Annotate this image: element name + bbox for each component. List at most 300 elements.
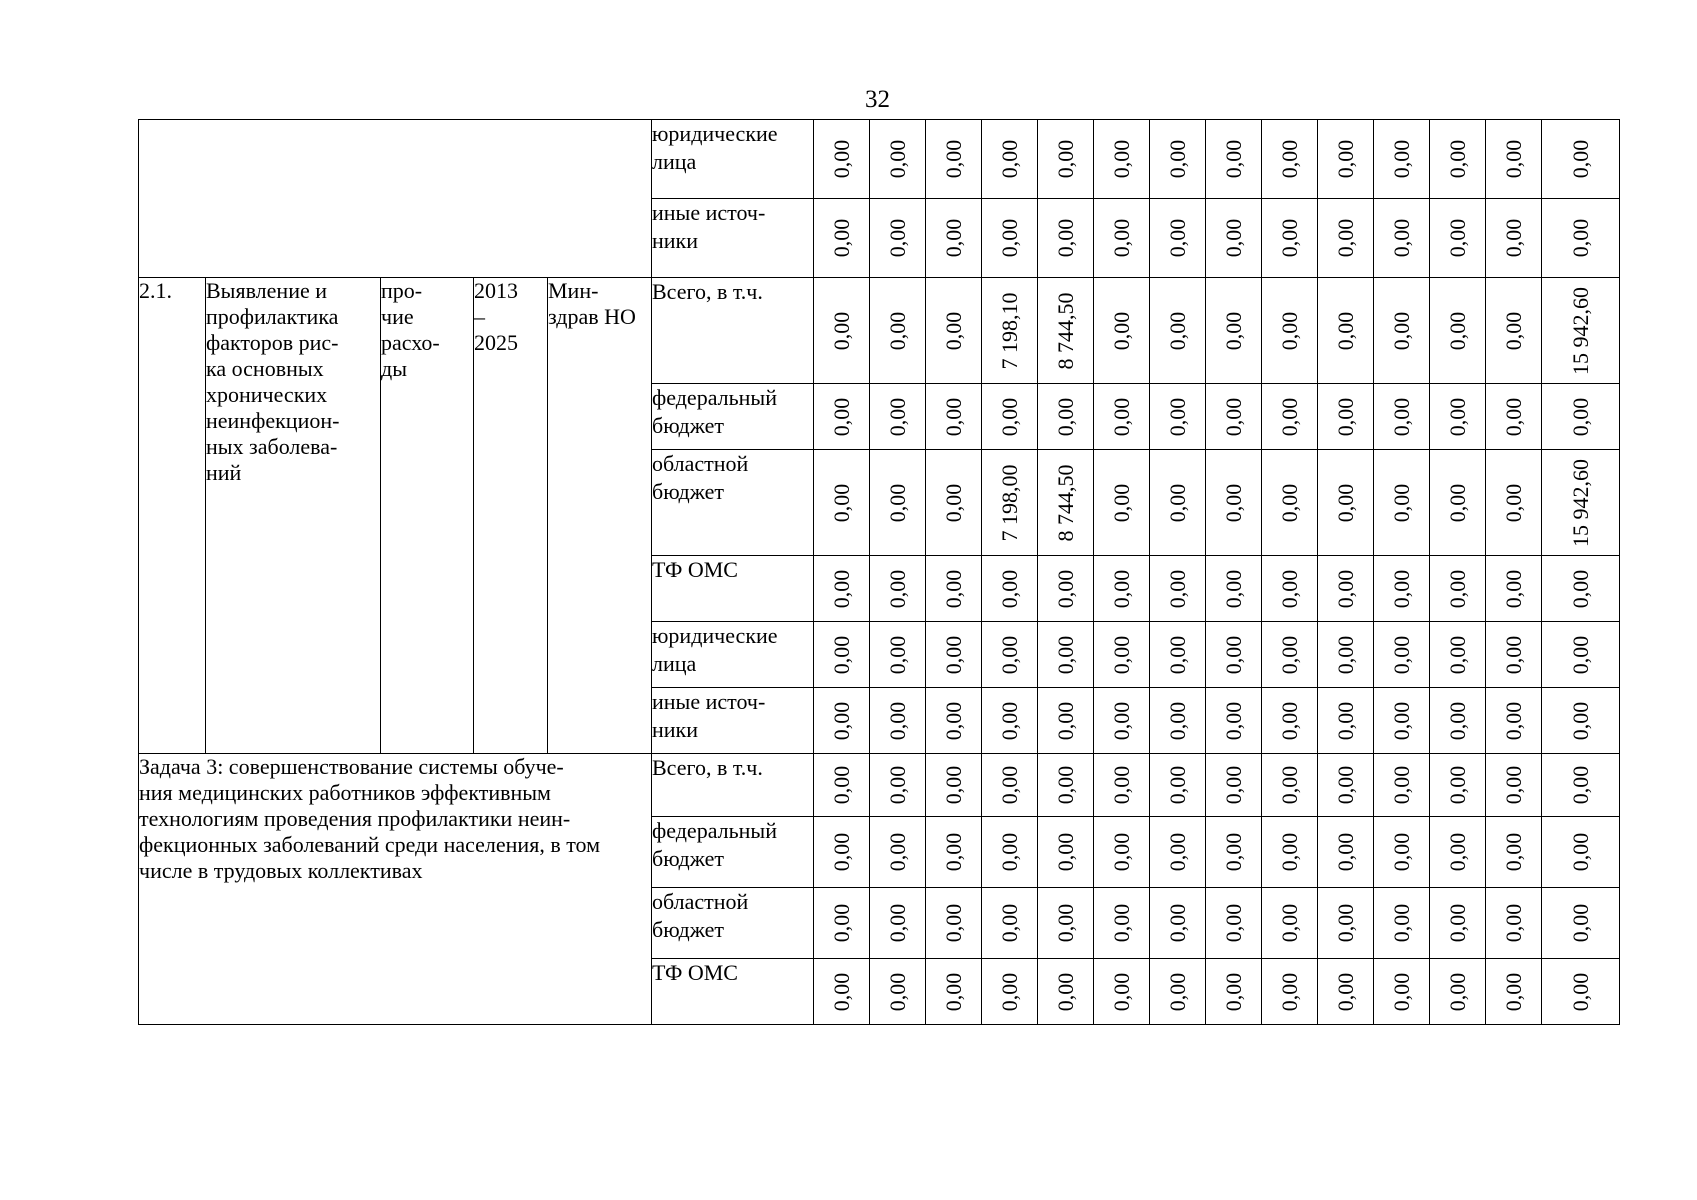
value-text: 0,00 [1164, 972, 1190, 1011]
value-text: 0,00 [1388, 832, 1414, 872]
value-cell [1150, 888, 1206, 959]
value-text: 0,00 [1276, 701, 1302, 740]
value-text: 0,00 [1164, 218, 1190, 258]
value-text: 0,00 [1444, 397, 1470, 436]
value-text: 0,00 [1108, 765, 1134, 805]
value-text: 0,00 [1332, 903, 1358, 943]
expense-type-cell-text: про- чие расхо- ды [381, 278, 440, 381]
period-cell [474, 278, 548, 754]
value-cell [1262, 120, 1318, 199]
value-text: 0,00 [940, 483, 966, 522]
value-text: 0,00 [996, 903, 1022, 943]
value-text: 0,00 [1276, 139, 1302, 179]
value-cell [1542, 450, 1620, 556]
value-text: 0,00 [1276, 569, 1302, 608]
value-text: 0,00 [1567, 972, 1593, 1011]
value-text: 0,00 [1108, 635, 1134, 674]
value-text: 0,00 [1500, 765, 1526, 805]
task-title-cell [139, 754, 652, 1025]
value-cell [982, 199, 1038, 278]
value-text: 0,00 [1388, 569, 1414, 608]
page-number: 32 [865, 86, 890, 113]
value-cell [1542, 556, 1620, 622]
value-cell [1374, 556, 1430, 622]
value-text: 0,00 [884, 569, 910, 608]
value-text: 0,00 [1444, 972, 1470, 1011]
value-text: 0,00 [1388, 483, 1414, 522]
source-cell-text: Всего, в т.ч. [652, 279, 763, 304]
value-cell [1430, 384, 1486, 450]
value-text: 0,00 [1500, 832, 1526, 872]
item-number-cell-text: 2.1. [139, 278, 172, 303]
value-text: 0,00 [828, 569, 854, 608]
value-cell [1430, 817, 1486, 888]
value-text: 0,00 [1220, 139, 1246, 179]
value-text: 0,00 [828, 972, 854, 1011]
source-cell-text: юридические лица [652, 121, 778, 174]
value-text: 0,00 [1276, 972, 1302, 1011]
value-text: 0,00 [1108, 903, 1134, 943]
value-text: 8 744,50 [1052, 464, 1078, 541]
value-text: 0,00 [1388, 765, 1414, 805]
source-cell [652, 120, 814, 199]
value-cell [982, 817, 1038, 888]
value-cell [1430, 199, 1486, 278]
value-cell [870, 622, 926, 688]
value-cell [1038, 450, 1094, 556]
value-cell [1430, 688, 1486, 754]
value-text: 0,00 [1388, 311, 1414, 350]
value-cell [1150, 199, 1206, 278]
value-text: 0,00 [1220, 701, 1246, 740]
value-text: 0,00 [1500, 139, 1526, 179]
value-cell [1430, 959, 1486, 1025]
value-cell [926, 817, 982, 888]
value-cell [926, 120, 982, 199]
value-text: 0,00 [884, 972, 910, 1011]
value-cell [870, 384, 926, 450]
value-text: 0,00 [1108, 701, 1134, 740]
value-cell [870, 959, 926, 1025]
value-cell [1374, 622, 1430, 688]
value-cell [1542, 754, 1620, 817]
table-row [139, 754, 1620, 817]
value-cell [926, 754, 982, 817]
value-text: 0,00 [884, 218, 910, 258]
value-cell [926, 888, 982, 959]
value-text: 0,00 [884, 483, 910, 522]
value-cell [1206, 556, 1262, 622]
value-text: 0,00 [940, 218, 966, 258]
value-text: 0,00 [1500, 635, 1526, 674]
value-cell [814, 959, 870, 1025]
value-text: 0,00 [1164, 832, 1190, 872]
value-cell [870, 754, 926, 817]
value-text: 0,00 [1220, 397, 1246, 436]
value-cell [1150, 556, 1206, 622]
value-cell [1262, 959, 1318, 1025]
value-text: 0,00 [1500, 397, 1526, 436]
value-cell [1318, 199, 1374, 278]
value-text: 0,00 [996, 765, 1022, 805]
value-cell [1262, 688, 1318, 754]
value-cell [1430, 888, 1486, 959]
value-cell [1374, 688, 1430, 754]
item-name-cell-text: Выявление и профилактика факторов рис- ка основных хронических неинфекцион- ных заболева- ний [206, 278, 340, 485]
value-text: 0,00 [1276, 397, 1302, 436]
value-text: 15 942,60 [1567, 458, 1593, 547]
value-cell [1262, 817, 1318, 888]
value-text: 0,00 [940, 635, 966, 674]
value-cell [1094, 556, 1150, 622]
value-cell [814, 278, 870, 384]
value-cell [926, 622, 982, 688]
value-text: 0,00 [1567, 569, 1593, 608]
value-text: 0,00 [1388, 139, 1414, 179]
executor-cell [548, 278, 652, 754]
value-text: 0,00 [828, 765, 854, 805]
value-cell [1206, 278, 1262, 384]
value-cell [1038, 199, 1094, 278]
value-cell [926, 278, 982, 384]
period-cell-text: 2013 – 2025 [474, 278, 518, 355]
value-cell [1038, 384, 1094, 450]
value-text: 0,00 [1052, 903, 1078, 943]
value-text: 0,00 [1052, 569, 1078, 608]
value-text: 0,00 [1444, 635, 1470, 674]
source-cell-text: федеральный бюджет [652, 385, 777, 438]
value-cell [1150, 622, 1206, 688]
value-text: 0,00 [1500, 701, 1526, 740]
value-text: 0,00 [1332, 569, 1358, 608]
value-text: 0,00 [1332, 483, 1358, 522]
source-cell-text: юридические лица [652, 623, 778, 676]
source-cell [652, 754, 814, 817]
value-text: 0,00 [996, 635, 1022, 674]
value-cell [1486, 450, 1542, 556]
source-cell [652, 817, 814, 888]
value-cell [1318, 556, 1374, 622]
value-text: 0,00 [1444, 765, 1470, 805]
value-text: 0,00 [1276, 765, 1302, 805]
value-text: 0,00 [1164, 397, 1190, 436]
value-cell [1206, 817, 1262, 888]
value-text: 0,00 [1108, 139, 1134, 179]
value-cell [1150, 120, 1206, 199]
value-cell [1038, 688, 1094, 754]
value-cell [1318, 278, 1374, 384]
value-text: 0,00 [1500, 311, 1526, 350]
value-text: 0,00 [1332, 218, 1358, 258]
value-text: 0,00 [940, 972, 966, 1011]
value-text: 0,00 [1276, 832, 1302, 872]
value-cell [1542, 199, 1620, 278]
value-cell [1374, 817, 1430, 888]
value-text: 0,00 [1276, 483, 1302, 522]
value-text: 0,00 [1444, 701, 1470, 740]
value-text: 0,00 [1332, 635, 1358, 674]
value-cell [1206, 888, 1262, 959]
value-cell [1542, 278, 1620, 384]
value-text: 0,00 [1332, 397, 1358, 436]
source-cell-text: ТФ ОМС [652, 960, 738, 985]
value-cell [1262, 556, 1318, 622]
value-cell [1038, 817, 1094, 888]
value-cell [1206, 754, 1262, 817]
value-cell [1542, 688, 1620, 754]
value-text: 0,00 [1220, 765, 1246, 805]
value-text: 0,00 [940, 701, 966, 740]
value-cell [1374, 754, 1430, 817]
value-text: 0,00 [1500, 483, 1526, 522]
table-body [139, 120, 1620, 1025]
value-cell [1038, 278, 1094, 384]
value-text: 0,00 [1567, 218, 1593, 258]
value-cell [1262, 450, 1318, 556]
value-cell [1038, 120, 1094, 199]
value-text: 0,00 [1332, 832, 1358, 872]
value-cell [1262, 754, 1318, 817]
blank-merged-cell [139, 120, 652, 278]
value-cell [1094, 754, 1150, 817]
value-text: 0,00 [1108, 832, 1134, 872]
value-text: 0,00 [1052, 397, 1078, 436]
value-cell [814, 754, 870, 817]
value-cell [870, 556, 926, 622]
value-cell [982, 450, 1038, 556]
value-text: 0,00 [1500, 218, 1526, 258]
value-text: 0,00 [828, 311, 854, 350]
value-cell [1262, 888, 1318, 959]
value-cell [1542, 888, 1620, 959]
value-cell [1374, 959, 1430, 1025]
value-cell [1206, 959, 1262, 1025]
source-cell [652, 888, 814, 959]
value-text: 0,00 [996, 832, 1022, 872]
value-cell [1318, 959, 1374, 1025]
value-text: 0,00 [940, 765, 966, 805]
value-text: 0,00 [996, 218, 1022, 258]
value-text: 0,00 [940, 311, 966, 350]
value-cell [926, 959, 982, 1025]
value-cell [1094, 622, 1150, 688]
value-cell [982, 888, 1038, 959]
value-cell [1430, 754, 1486, 817]
value-text: 0,00 [940, 569, 966, 608]
value-cell [870, 688, 926, 754]
value-cell [1206, 199, 1262, 278]
value-cell [814, 450, 870, 556]
value-text: 0,00 [1164, 903, 1190, 943]
value-cell [1318, 754, 1374, 817]
value-cell [1206, 450, 1262, 556]
value-text: 0,00 [884, 701, 910, 740]
value-text: 0,00 [1220, 832, 1246, 872]
value-cell [1486, 384, 1542, 450]
value-cell [982, 688, 1038, 754]
value-text: 0,00 [828, 218, 854, 258]
value-cell [1262, 199, 1318, 278]
value-cell [1150, 450, 1206, 556]
value-cell [1094, 959, 1150, 1025]
item-name-cell [206, 278, 381, 754]
value-cell [1206, 384, 1262, 450]
value-text: 0,00 [1108, 218, 1134, 258]
value-text: 0,00 [1164, 569, 1190, 608]
expense-type-cell [381, 278, 474, 754]
value-cell [982, 959, 1038, 1025]
value-cell [1150, 384, 1206, 450]
value-text: 0,00 [940, 397, 966, 436]
value-text: 0,00 [996, 972, 1022, 1011]
value-cell [1094, 688, 1150, 754]
value-text: 0,00 [1332, 311, 1358, 350]
value-cell [1318, 688, 1374, 754]
value-cell [1094, 888, 1150, 959]
value-text: 0,00 [1052, 218, 1078, 258]
source-cell [652, 959, 814, 1025]
value-cell [814, 384, 870, 450]
value-cell [1486, 688, 1542, 754]
value-text: 0,00 [884, 832, 910, 872]
value-text: 0,00 [1567, 397, 1593, 436]
value-text: 0,00 [1567, 139, 1593, 179]
executor-cell-text: Мин- здрав НО [548, 278, 636, 329]
value-cell [1038, 959, 1094, 1025]
value-text: 0,00 [1444, 903, 1470, 943]
value-text: 0,00 [1164, 311, 1190, 350]
value-cell [1150, 278, 1206, 384]
value-cell [926, 384, 982, 450]
value-text: 0,00 [1108, 483, 1134, 522]
value-cell [1094, 817, 1150, 888]
value-text: 0,00 [1052, 635, 1078, 674]
value-text: 0,00 [1220, 483, 1246, 522]
value-cell [926, 199, 982, 278]
value-text: 0,00 [884, 139, 910, 179]
value-text: 0,00 [884, 397, 910, 436]
value-text: 0,00 [828, 139, 854, 179]
source-cell [652, 450, 814, 556]
value-text: 0,00 [1276, 311, 1302, 350]
value-text: 0,00 [1444, 139, 1470, 179]
value-cell [814, 120, 870, 199]
value-text: 0,00 [940, 903, 966, 943]
value-cell [1094, 450, 1150, 556]
value-text: 0,00 [1108, 311, 1134, 350]
value-text: 0,00 [1332, 701, 1358, 740]
value-text: 0,00 [1164, 765, 1190, 805]
value-text: 0,00 [1388, 701, 1414, 740]
source-cell [652, 688, 814, 754]
value-text: 0,00 [1220, 635, 1246, 674]
item-number-cell [139, 278, 206, 754]
value-text: 0,00 [1567, 832, 1593, 872]
value-cell [1374, 384, 1430, 450]
value-text: 0,00 [1052, 765, 1078, 805]
value-text: 0,00 [1164, 701, 1190, 740]
value-cell [870, 888, 926, 959]
value-text: 0,00 [828, 701, 854, 740]
value-text: 0,00 [1164, 139, 1190, 179]
value-cell [814, 817, 870, 888]
value-cell [814, 688, 870, 754]
value-cell [982, 120, 1038, 199]
value-text: 0,00 [1220, 972, 1246, 1011]
value-text: 0,00 [940, 139, 966, 179]
value-cell [1486, 622, 1542, 688]
value-text: 0,00 [1444, 311, 1470, 350]
value-cell [982, 278, 1038, 384]
value-text: 0,00 [884, 903, 910, 943]
source-cell-text: областной бюджет [652, 889, 749, 942]
value-cell [1094, 384, 1150, 450]
value-text: 0,00 [1332, 139, 1358, 179]
value-cell [1150, 688, 1206, 754]
source-cell [652, 384, 814, 450]
value-cell [814, 888, 870, 959]
value-cell [814, 199, 870, 278]
value-text: 0,00 [996, 569, 1022, 608]
value-text: 7 198,10 [996, 292, 1022, 369]
value-cell [1542, 817, 1620, 888]
value-cell [1486, 199, 1542, 278]
value-cell [870, 199, 926, 278]
value-text: 0,00 [1444, 569, 1470, 608]
value-cell [1430, 622, 1486, 688]
value-cell [926, 688, 982, 754]
value-cell [1150, 817, 1206, 888]
value-text: 0,00 [996, 701, 1022, 740]
value-text: 0,00 [1220, 311, 1246, 350]
value-cell [1094, 278, 1150, 384]
value-text: 0,00 [1444, 832, 1470, 872]
value-cell [1486, 120, 1542, 199]
value-text: 0,00 [1500, 972, 1526, 1011]
value-cell [1206, 688, 1262, 754]
value-text: 0,00 [828, 903, 854, 943]
source-cell-text: Всего, в т.ч. [652, 755, 763, 780]
source-cell [652, 278, 814, 384]
value-cell [1430, 556, 1486, 622]
value-cell [1038, 556, 1094, 622]
value-text: 0,00 [1220, 903, 1246, 943]
value-text: 0,00 [1052, 832, 1078, 872]
source-cell-text: иные источ- ники [652, 200, 766, 253]
value-cell [1094, 120, 1150, 199]
value-text: 0,00 [828, 397, 854, 436]
value-text: 0,00 [1388, 397, 1414, 436]
value-cell [1038, 888, 1094, 959]
value-text: 0,00 [996, 139, 1022, 179]
value-text: 0,00 [1567, 635, 1593, 674]
value-cell [1486, 278, 1542, 384]
value-cell [1374, 278, 1430, 384]
value-text: 0,00 [996, 397, 1022, 436]
task-title-cell-text: Задача 3: совершенствование системы обуче- ния медицинских работников эффективным технологиям проведения профилактики неин- фекционных заболеваний среди населения, в том числе в трудовых коллективах [139, 754, 601, 883]
value-cell [1318, 120, 1374, 199]
value-text: 0,00 [1108, 569, 1134, 608]
value-cell [1038, 754, 1094, 817]
value-cell [870, 278, 926, 384]
value-text: 0,00 [1164, 635, 1190, 674]
value-cell [1094, 199, 1150, 278]
value-text: 0,00 [1500, 903, 1526, 943]
value-cell [870, 120, 926, 199]
value-cell [982, 556, 1038, 622]
value-cell [1542, 622, 1620, 688]
value-cell [1318, 384, 1374, 450]
